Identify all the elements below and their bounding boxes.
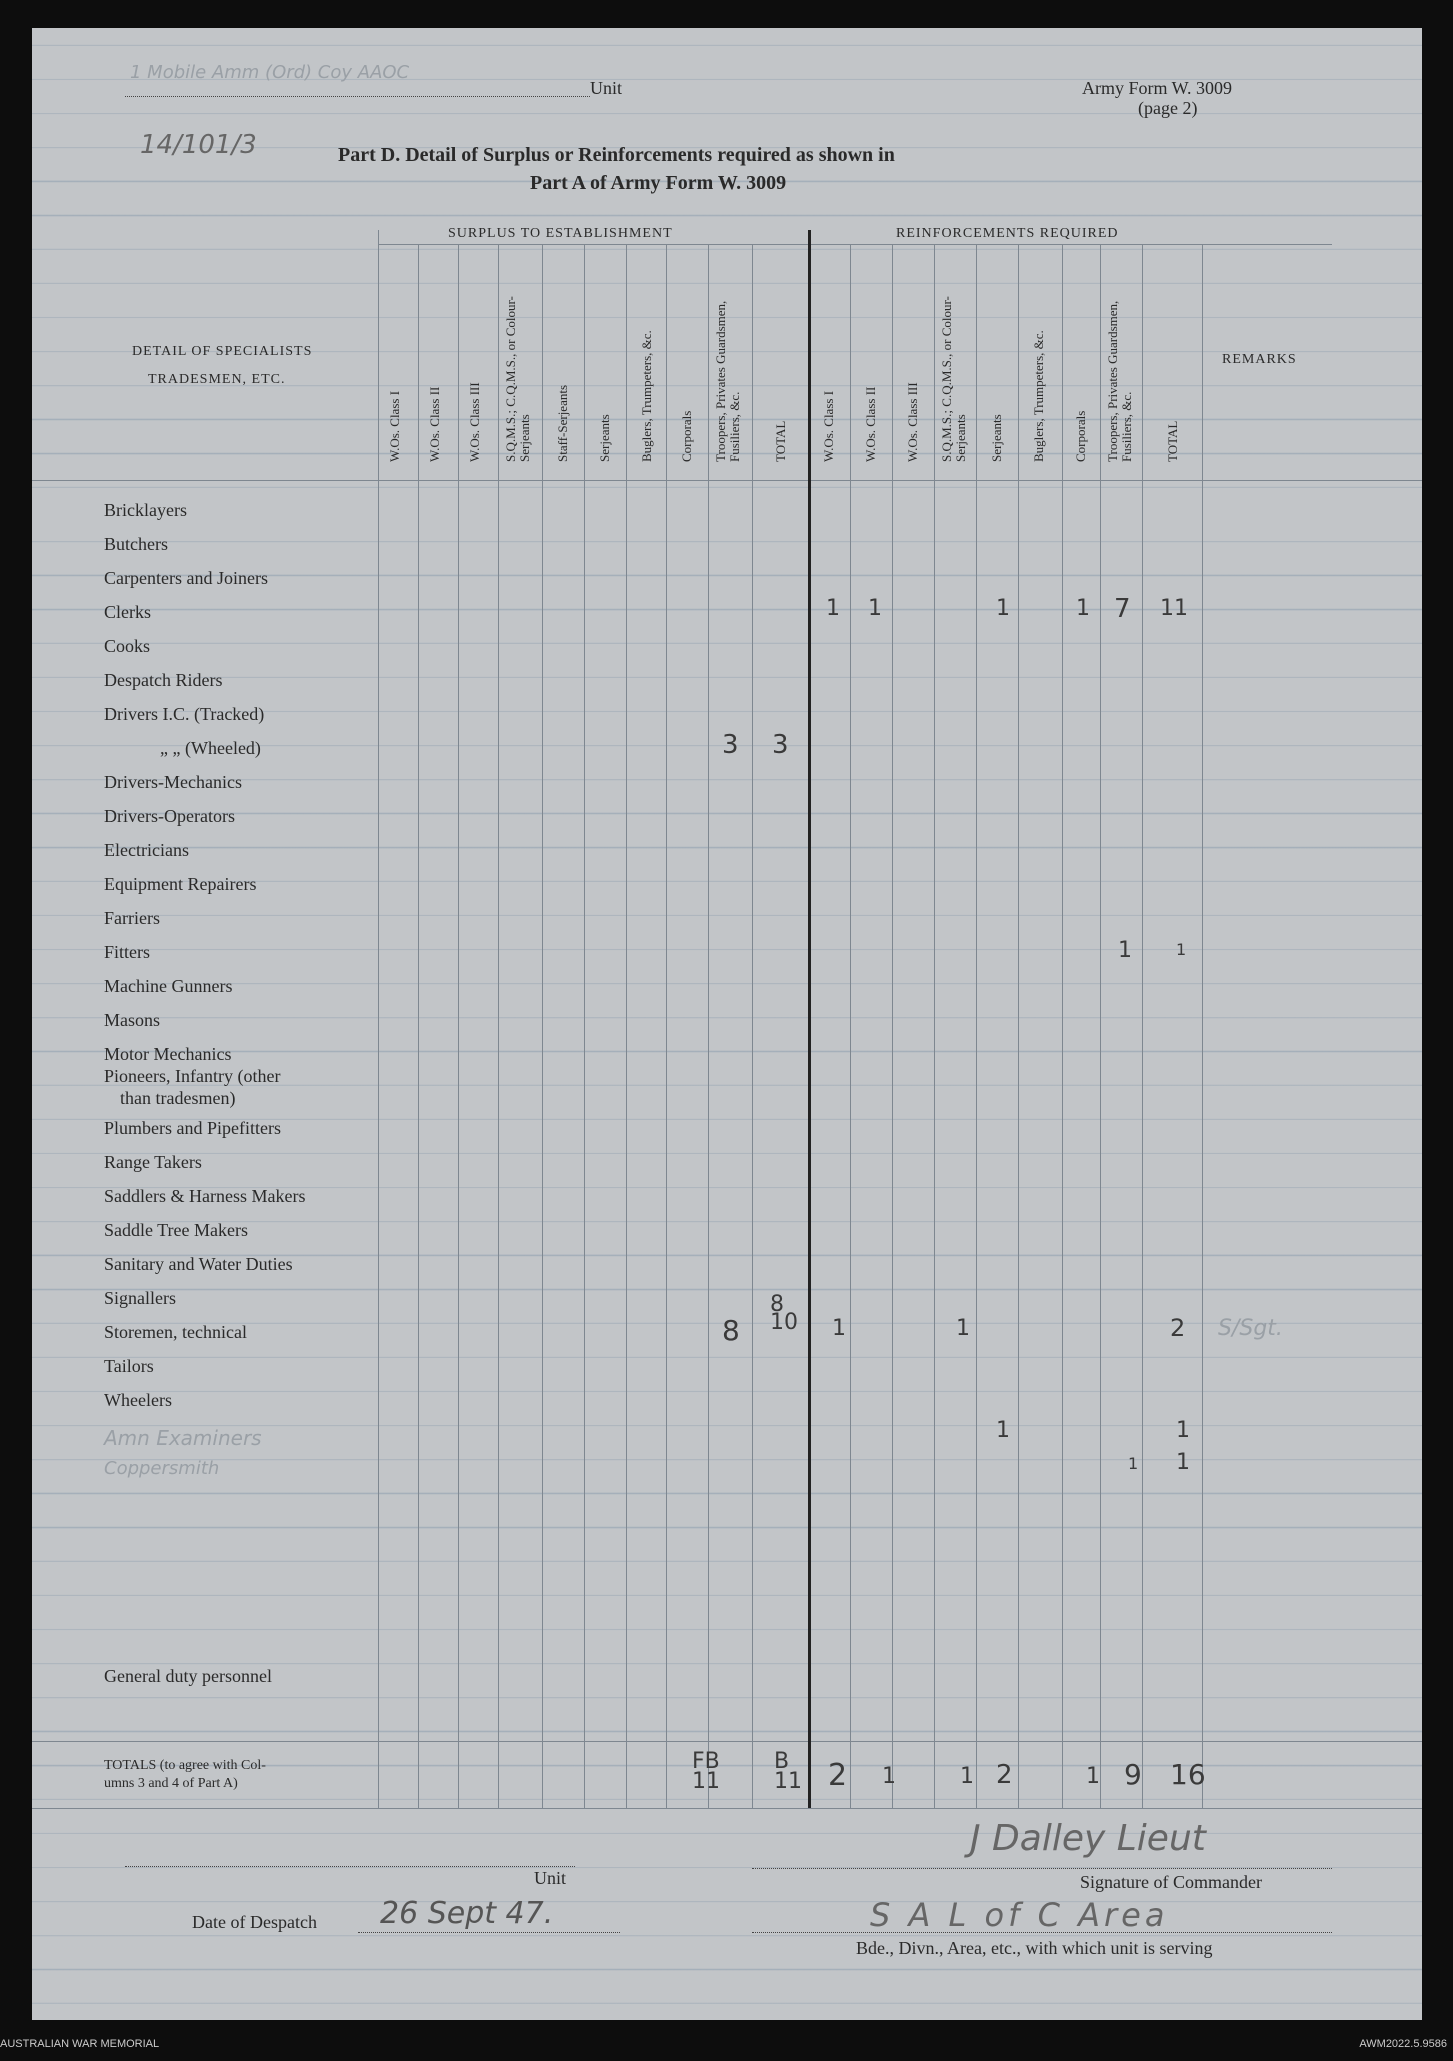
col-hdr-r-buglers: Buglers, Trumpeters, &c. xyxy=(1031,330,1046,462)
col-hdr-troopers: Troopers, Privates Guardsmen, Fusiliers, &c. xyxy=(713,300,742,462)
row-label: Storemen, technical xyxy=(104,1322,247,1342)
amn-r-sjt: 1 xyxy=(996,1418,1010,1443)
storemen-remarks: S/Sgt. xyxy=(1218,1316,1283,1341)
col-hdr-wo3: W.Os. Class III xyxy=(467,382,482,462)
col-hdr-r-cpl: Corporals xyxy=(1073,410,1088,462)
hand-row-1: Amn Examiners xyxy=(104,1426,262,1450)
row-label: Equipment Repairers xyxy=(104,874,257,894)
row-label: Carpenters and Joiners xyxy=(104,568,268,588)
totals-r-wo2: 1 xyxy=(882,1764,896,1789)
col-hdr-r-sqms: S.Q.M.S.; C.Q.M.S., or Colour-Serjeants xyxy=(939,296,968,462)
footer-unit-line xyxy=(125,1866,575,1867)
date-label: Date of Despatch xyxy=(192,1912,317,1932)
row-label: Saddlers & Harness Makers xyxy=(104,1186,306,1206)
clerks-r-total: 11 xyxy=(1160,596,1188,621)
clerks-r-cpl: 1 xyxy=(1076,596,1090,621)
col-line xyxy=(378,230,379,1808)
col-hdr-buglers: Buglers, Trumpeters, &c. xyxy=(639,330,654,462)
col-hdr-staff-sjt: Staff-Serjeants xyxy=(555,384,570,462)
row-label: Electricians xyxy=(104,840,189,860)
watermark-right: AWM2022.5.9586 xyxy=(1359,2038,1447,2050)
col-line xyxy=(850,244,851,1808)
col-hdr-r-sjt: Serjeants xyxy=(989,414,1004,462)
col-line xyxy=(934,244,935,1808)
row-label: Drivers I.C. (Tracked) xyxy=(104,704,265,724)
area-label: Bde., Divn., Area, etc., with which unit is serving xyxy=(856,1938,1213,1958)
copper-r-total: 1 xyxy=(1176,1450,1190,1475)
date-line xyxy=(358,1932,620,1933)
col-line xyxy=(458,244,459,1808)
totals-r-cpl: 1 xyxy=(1086,1764,1100,1789)
col-hdr-wo1: W.Os. Class I xyxy=(387,390,402,462)
row-label: Saddle Tree Makers xyxy=(104,1220,248,1240)
col-line xyxy=(584,244,585,1808)
signature-label: Signature of Commander xyxy=(1080,1872,1262,1892)
header-bottom-rule xyxy=(32,480,1422,481)
row-label: Machine Gunners xyxy=(104,976,233,996)
storemen-s-troopers: 8 xyxy=(722,1314,740,1347)
row-label: Wheelers xyxy=(104,1390,172,1410)
col-hdr-wo2: W.Os. Class II xyxy=(427,386,442,462)
storemen-s-total: 8 10 xyxy=(770,1292,798,1335)
surplus-title: SURPLUS TO ESTABLISHMENT xyxy=(448,226,673,241)
totals-s-total: B 11 xyxy=(774,1749,802,1794)
totals-s-troopers: FB 11 xyxy=(692,1749,720,1794)
totals-r-troopers: 9 xyxy=(1124,1758,1142,1791)
col-line xyxy=(498,244,499,1808)
row-label: Drivers-Mechanics xyxy=(104,772,242,792)
amn-r-total: 1 xyxy=(1176,1418,1190,1443)
col-hdr-r-wo3: W.Os. Class III xyxy=(905,382,920,462)
title-line2: Part A of Army Form W. 3009 xyxy=(530,172,787,194)
clerks-r-wo2: 1 xyxy=(868,596,882,621)
col-hdr-cpl: Corporals xyxy=(679,410,694,462)
wheeled-s-troopers: 3 xyxy=(722,730,739,760)
col-hdr-r-troopers: Troopers, Privates Guardsmen, Fusiliers, &c. xyxy=(1105,300,1134,462)
row-label: Cooks xyxy=(104,636,151,656)
signature: J Dalley Lieut xyxy=(970,1818,1206,1859)
col-line xyxy=(666,244,667,1808)
remarks-title: REMARKS xyxy=(1222,352,1297,367)
row-label: Fitters xyxy=(104,942,151,962)
row-label: Drivers-Operators xyxy=(104,806,235,826)
totals-r-total: 16 xyxy=(1170,1758,1206,1791)
totals-top-rule xyxy=(32,1741,1422,1742)
totals-bottom-rule xyxy=(32,1808,1422,1809)
storemen-r-total: 2 xyxy=(1170,1314,1186,1342)
hand-row-2: Coppersmith xyxy=(104,1458,220,1479)
clerks-r-wo1: 1 xyxy=(826,596,840,621)
row-header-2: TRADESMEN, ETC. xyxy=(148,372,286,387)
unit-label: Unit xyxy=(590,78,623,98)
row-label: Tailors xyxy=(104,1356,154,1376)
totals-label-2: umns 3 and 4 of Part A) xyxy=(104,1776,238,1791)
col-line xyxy=(542,244,543,1808)
fitters-r-troopers: 1 xyxy=(1118,938,1132,963)
storemen-r-sqms: 1 xyxy=(956,1316,970,1341)
col-line xyxy=(708,244,709,1808)
form-page: (page 2) xyxy=(1138,98,1198,118)
divider-thick xyxy=(808,230,811,1808)
col-line xyxy=(418,244,419,1808)
copper-r-troopers: 1 xyxy=(1128,1454,1139,1473)
row-label: Signallers xyxy=(104,1288,176,1308)
signature-line xyxy=(752,1868,1332,1869)
col-hdr-sjt: Serjeants xyxy=(597,414,612,462)
watermark-left: AUSTRALIAN WAR MEMORIAL xyxy=(0,2038,160,2050)
row-label: Motor Mechanics xyxy=(104,1044,232,1064)
date-handwritten: 26 Sept 47. xyxy=(380,1896,554,1931)
fitters-r-total: 1 xyxy=(1176,940,1187,959)
col-line xyxy=(1018,244,1019,1808)
footer-unit-label: Unit xyxy=(534,1868,567,1888)
col-line xyxy=(892,244,893,1808)
wheeled-s-total: 3 xyxy=(772,730,789,760)
col-line xyxy=(976,244,977,1808)
row-label: „ „ (Wheeled) xyxy=(160,738,261,758)
col-line xyxy=(1142,244,1143,1808)
reinf-title: REINFORCEMENTS REQUIRED xyxy=(896,226,1119,241)
col-line xyxy=(752,244,753,1808)
col-line xyxy=(626,244,627,1808)
col-hdr-total: TOTAL xyxy=(773,420,788,462)
row-label: Masons xyxy=(104,1010,161,1030)
col-hdr-r-total: TOTAL xyxy=(1165,420,1180,462)
row-label: Range Takers xyxy=(104,1152,202,1172)
col-hdr-r-wo1: W.Os. Class I xyxy=(821,390,836,462)
totals-label-1: TOTALS (to agree with Col- xyxy=(104,1758,266,1773)
area-handwritten: S A L of C Area xyxy=(870,1896,1169,1934)
row-label: Bricklayers xyxy=(104,500,187,520)
unit-handwritten: 1 Mobile Amm (Ord) Coy AAOC xyxy=(130,62,410,83)
row-label: than tradesmen) xyxy=(120,1088,236,1108)
totals-r-sqms: 1 xyxy=(960,1764,974,1789)
row-label: Clerks xyxy=(104,602,151,622)
row-label: Farriers xyxy=(104,908,160,928)
col-hdr-r-wo2: W.Os. Class II xyxy=(863,386,878,462)
form-name: Army Form W. 3009 xyxy=(1082,78,1233,98)
clerks-r-troopers: 7 xyxy=(1114,594,1131,624)
ref-handwritten: 14/101/3 xyxy=(140,130,257,160)
col-line xyxy=(1100,244,1101,1808)
storemen-r-wo1: 1 xyxy=(832,1316,846,1341)
totals-r-sjt: 2 xyxy=(996,1760,1013,1790)
col-line xyxy=(1202,244,1203,1808)
unit-line xyxy=(125,96,590,97)
row-label: Butchers xyxy=(104,534,168,554)
row-label: Pioneers, Infantry (other xyxy=(104,1066,281,1086)
general-duty-label: General duty personnel xyxy=(104,1666,272,1686)
row-header-1: DETAIL OF SPECIALISTS xyxy=(132,344,313,359)
top-rule xyxy=(378,244,1332,245)
row-label: Sanitary and Water Duties xyxy=(104,1254,293,1274)
row-label: Plumbers and Pipefitters xyxy=(104,1118,281,1138)
title-line1: Part D. Detail of Surplus or Reinforcements required as shown in xyxy=(338,144,895,166)
row-label: Despatch Riders xyxy=(104,670,223,690)
col-line xyxy=(1062,244,1063,1808)
area-line xyxy=(752,1932,1332,1933)
col-hdr-sqms: S.Q.M.S.; C.Q.M.S., or Colour-Serjeants xyxy=(503,296,532,462)
totals-r-wo1: 2 xyxy=(828,1758,848,1793)
clerks-r-sjt: 1 xyxy=(996,596,1010,621)
